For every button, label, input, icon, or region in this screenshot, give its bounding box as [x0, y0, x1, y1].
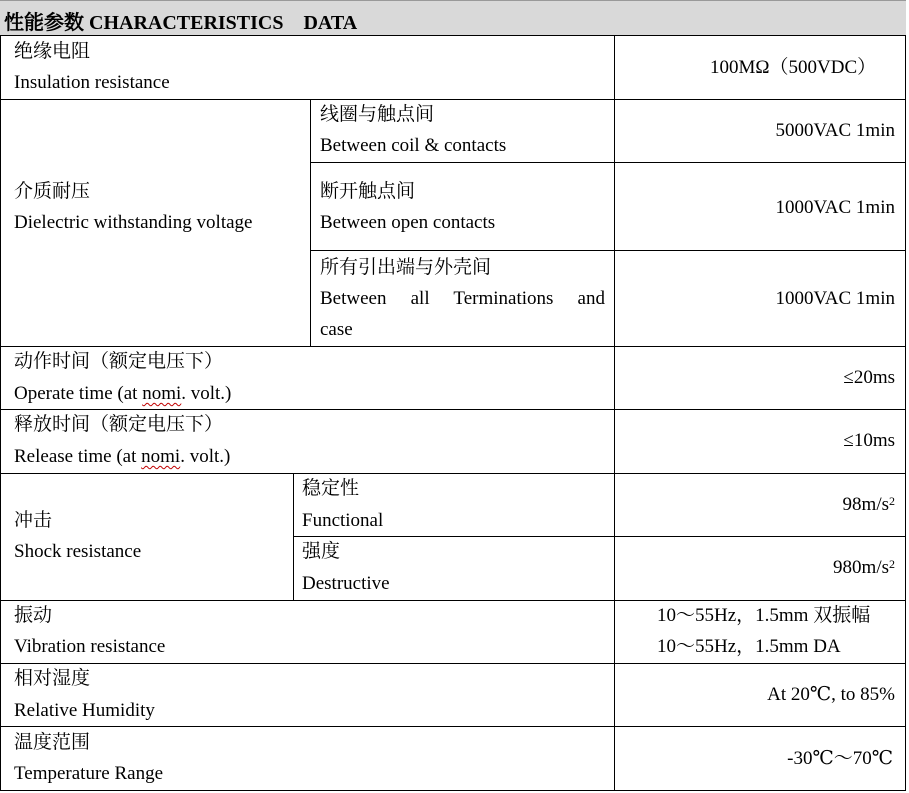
release-time-label-cn: 释放时间（额定电压下）	[14, 414, 224, 435]
dielectric-label-cn: 介质耐压	[14, 181, 91, 202]
operate-time-label-en: Operate time (at nomi. volt.)	[14, 383, 232, 404]
operate-time-value: ≤20ms	[843, 367, 895, 388]
shock-destructive-label-cn: 强度	[302, 541, 341, 562]
operate-time-label-cn: 动作时间（额定电压下）	[14, 351, 224, 372]
humidity-label-en: Relative Humidity	[14, 700, 155, 721]
open-contacts-value: 1000VAC 1min	[775, 197, 895, 218]
vibration-label-cn: 振动	[14, 605, 53, 626]
table-title: 性能参数 CHARACTERISTICS DATA	[4, 12, 358, 34]
insulation-label-cn: 绝缘电阻	[14, 41, 91, 62]
temperature-label-cn: 温度范围	[14, 732, 91, 753]
shock-destructive-value: $980m/s^2$	[833, 557, 895, 578]
humidity-label-cn: 相对湿度	[14, 668, 91, 689]
temperature-label-en: Temperature Range	[14, 763, 164, 784]
terminations-case-value: 1000VAC 1min	[775, 288, 895, 309]
dielectric-label-en: Dielectric withstanding voltage	[14, 212, 253, 233]
shock-label-en: Shock resistance	[14, 541, 142, 562]
vibration-label-en: Vibration resistance	[14, 636, 166, 657]
release-time-label-en: Release time (at nomi. volt.)	[14, 446, 231, 467]
shock-functional-value: $98m/s^2$	[842, 494, 895, 515]
open-contacts-label-en: Between open contacts	[320, 212, 496, 233]
shock-label-cn: 冲击	[14, 510, 53, 531]
coil-contacts-value: 5000VAC 1min	[775, 120, 895, 141]
vibration-value-cn: 10～55Hz，1.5mm 双振幅	[657, 605, 871, 626]
temperature-value: -30℃～70℃	[787, 748, 893, 769]
release-time-value: ≤10ms	[843, 430, 895, 451]
terminations-case-label-cn: 所有引出端与外壳间	[320, 257, 492, 278]
insulation-value: 100MΩ（500VDC）	[710, 57, 877, 78]
terminations-case-label-en-line2: case	[320, 319, 353, 340]
terminations-case-label-en-line1: Between all Terminations and	[320, 288, 605, 309]
shock-functional-label-en: Functional	[302, 510, 384, 531]
insulation-label-en: Insulation resistance	[14, 72, 170, 93]
shock-functional-label-cn: 稳定性	[302, 478, 360, 499]
vibration-value-en: 10～55Hz，1.5mm DA	[657, 636, 841, 657]
shock-destructive-label-en: Destructive	[302, 573, 390, 594]
coil-contacts-label-en: Between coil & contacts	[320, 135, 507, 156]
humidity-value: At 20℃, to 85%	[767, 684, 895, 705]
open-contacts-label-cn: 断开触点间	[320, 181, 416, 202]
coil-contacts-label-cn: 线圈与触点间	[320, 104, 435, 125]
